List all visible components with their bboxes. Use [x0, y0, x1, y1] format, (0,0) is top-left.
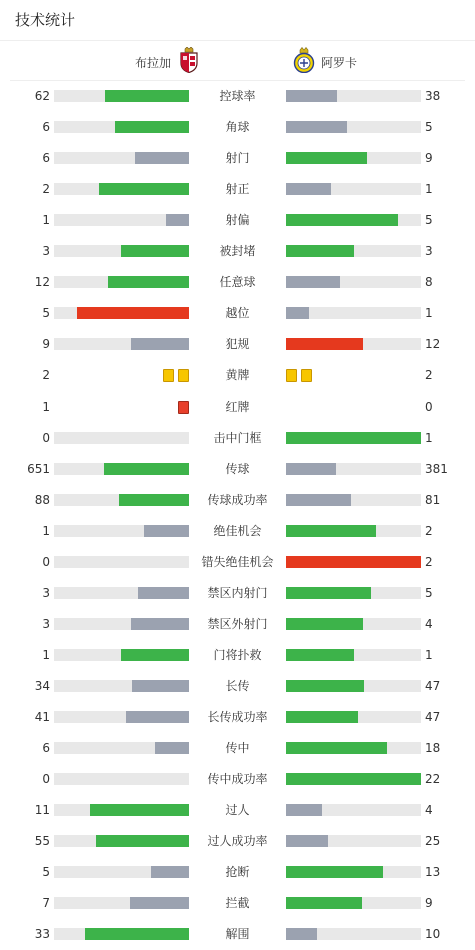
away-bar-fill — [286, 276, 340, 288]
home-value: 34 — [34, 679, 50, 693]
stat-row — [0, 857, 475, 888]
stat-label: 错失绝佳机会 — [201, 554, 274, 569]
away-value: 2 — [425, 554, 433, 569]
stat-label: 过人 — [225, 803, 250, 818]
yellow-card-icon — [163, 369, 174, 382]
home-bar-fill — [90, 804, 189, 816]
header-divider — [0, 40, 475, 41]
stat-label: 被封堵 — [219, 244, 256, 259]
stat-label: 射偏 — [225, 213, 250, 228]
home-bar-track — [54, 525, 189, 537]
team-away-name: 阿罗卡 — [321, 55, 358, 70]
home-bar-fill — [104, 463, 189, 475]
away-value: 38 — [425, 89, 441, 103]
stat-row — [0, 423, 475, 454]
stat-row — [0, 454, 475, 485]
away-value: 18 — [425, 741, 441, 756]
home-bar-track — [54, 556, 189, 568]
home-value: 6 — [42, 741, 50, 756]
home-value: 9 — [42, 337, 50, 352]
home-bar-track — [54, 773, 189, 785]
away-bar-track — [286, 556, 421, 568]
away-bar-track — [286, 897, 421, 909]
away-bar-fill — [286, 525, 376, 537]
home-bar-fill — [108, 276, 189, 288]
stat-label: 长传成功率 — [207, 710, 268, 724]
away-bar-fill — [286, 463, 336, 475]
home-bar-fill — [77, 307, 189, 319]
home-value: 0 — [42, 430, 50, 445]
home-bar-fill — [121, 245, 189, 257]
away-bar-track — [286, 307, 421, 319]
home-bar-track — [54, 680, 189, 692]
team-home[interactable] — [135, 46, 199, 78]
away-bar-fill — [286, 587, 371, 599]
away-bar-track — [286, 525, 421, 537]
home-bar-track — [54, 183, 189, 195]
home-bar-track — [54, 835, 189, 847]
home-bar-track — [54, 276, 189, 288]
home-value: 0 — [42, 554, 50, 569]
home-value: 33 — [34, 927, 50, 942]
home-value: 6 — [42, 120, 50, 134]
home-bar-fill — [96, 835, 189, 847]
away-bar-track — [286, 463, 421, 475]
stat-label: 解围 — [225, 927, 250, 942]
away-bar-fill — [286, 928, 317, 940]
home-value: 5 — [42, 865, 50, 880]
away-value: 9 — [425, 896, 433, 911]
home-value: 5 — [42, 306, 50, 321]
home-bar-fill — [144, 525, 189, 537]
stat-row — [0, 888, 475, 919]
home-bar-track — [54, 742, 189, 754]
stat-row — [0, 547, 475, 578]
home-value: 1 — [42, 399, 50, 414]
away-value: 1 — [425, 430, 433, 445]
home-bar-fill — [105, 90, 189, 102]
home-bar-track — [54, 214, 189, 226]
stat-row — [0, 298, 475, 329]
stat-row — [0, 485, 475, 516]
home-bar-track — [54, 307, 189, 319]
stat-label: 传球成功率 — [207, 492, 268, 507]
home-bar-track — [54, 152, 189, 164]
home-bar-fill — [115, 121, 189, 133]
home-bar-fill — [126, 711, 189, 723]
away-bar-track — [286, 276, 421, 288]
away-value: 2 — [425, 523, 433, 538]
home-bar-track — [54, 587, 189, 599]
away-bar-fill — [286, 338, 363, 350]
away-value: 12 — [425, 337, 441, 352]
home-bar-fill — [99, 183, 189, 195]
stat-row — [0, 826, 475, 857]
stat-row — [0, 112, 475, 143]
away-bar-fill — [286, 494, 351, 506]
away-value: 22 — [425, 772, 441, 787]
home-value: 1 — [42, 213, 50, 228]
away-value: 81 — [425, 492, 441, 507]
away-value: 8 — [425, 275, 433, 290]
home-bar-fill — [151, 866, 189, 878]
away-value: 5 — [425, 213, 433, 228]
home-bar-track — [54, 338, 189, 350]
home-bar-fill — [121, 649, 189, 661]
stat-row — [0, 640, 475, 671]
away-value: 3 — [425, 244, 433, 259]
home-bar-fill — [85, 928, 189, 940]
home-bar-track — [54, 121, 189, 133]
away-bar-fill — [286, 866, 383, 878]
team-home-name: 布拉加 — [135, 55, 172, 70]
stat-label: 禁区内射门 — [207, 585, 268, 600]
away-value: 4 — [425, 803, 433, 818]
home-bar-fill — [138, 587, 189, 599]
stat-label: 传球 — [225, 461, 250, 476]
home-value: 7 — [42, 896, 50, 911]
stat-row — [0, 205, 475, 236]
away-bar-track — [286, 742, 421, 754]
team-away[interactable] — [293, 46, 357, 78]
stat-row — [0, 795, 475, 826]
away-bar-track — [286, 618, 421, 630]
away-bar-fill — [286, 121, 347, 133]
away-value: 1 — [425, 647, 433, 662]
away-bar-fill — [286, 773, 421, 785]
home-bar-fill — [131, 338, 189, 350]
stat-label: 越位 — [225, 306, 250, 321]
stat-row — [0, 81, 475, 112]
home-value: 2 — [42, 368, 50, 383]
away-bar-track — [286, 587, 421, 599]
away-bar-track — [286, 711, 421, 723]
stat-row — [0, 360, 475, 391]
away-bar-track — [286, 680, 421, 692]
stat-label: 过人成功率 — [207, 834, 268, 849]
away-bar-fill — [286, 307, 309, 319]
stat-row — [0, 764, 475, 795]
home-bar-fill — [130, 897, 189, 909]
stat-label: 击中门框 — [213, 430, 262, 445]
away-bar-track — [286, 338, 421, 350]
away-bar-fill — [286, 804, 322, 816]
away-bar-track — [286, 773, 421, 785]
home-bar-fill — [119, 494, 189, 506]
away-bar-track — [286, 835, 421, 847]
stat-row — [0, 516, 475, 547]
stat-label: 犯规 — [225, 337, 250, 352]
red-card-icon — [178, 401, 189, 414]
home-value: 12 — [34, 275, 50, 290]
home-value: 88 — [34, 492, 50, 507]
away-bar-track — [286, 90, 421, 102]
home-value: 11 — [34, 803, 50, 818]
stat-label: 红牌 — [225, 399, 250, 414]
away-bar-fill — [286, 214, 398, 226]
stat-row — [0, 702, 475, 733]
away-value: 47 — [425, 679, 441, 693]
away-bar-fill — [286, 618, 363, 630]
home-bar-track — [54, 711, 189, 723]
away-bar-fill — [286, 711, 358, 723]
stat-row — [0, 733, 475, 764]
home-value: 0 — [42, 772, 50, 787]
stat-row — [0, 267, 475, 298]
stat-label: 门将扑救 — [213, 647, 262, 662]
away-bar-track — [286, 214, 421, 226]
page-title: 技术统计 — [15, 11, 76, 29]
home-bar-track — [54, 494, 189, 506]
home-value: 62 — [34, 89, 50, 103]
away-bar-fill — [286, 680, 364, 692]
stat-row — [0, 609, 475, 640]
stat-label: 拦截 — [225, 896, 250, 911]
away-bar-track — [286, 928, 421, 940]
yellow-card-icon — [178, 369, 189, 382]
stat-label: 控球率 — [219, 89, 256, 103]
away-bar-track — [286, 183, 421, 195]
away-bar-fill — [286, 649, 354, 661]
home-value: 3 — [42, 585, 50, 600]
away-value: 13 — [425, 865, 441, 880]
stat-label: 长传 — [225, 679, 250, 693]
home-bar-track — [54, 432, 189, 444]
away-value: 47 — [425, 710, 441, 724]
away-value: 1 — [425, 306, 433, 321]
away-bar-fill — [286, 152, 367, 164]
home-value: 1 — [42, 523, 50, 538]
away-value: 25 — [425, 834, 441, 849]
away-value: 4 — [425, 616, 433, 631]
stat-label: 绝佳机会 — [213, 523, 262, 538]
home-bar-track — [54, 897, 189, 909]
stat-label: 禁区外射门 — [207, 616, 268, 631]
away-value: 1 — [425, 182, 433, 197]
stat-label: 射门 — [225, 151, 250, 166]
yellow-card-icon — [301, 369, 312, 382]
away-bar-fill — [286, 245, 354, 257]
home-bar-track — [54, 866, 189, 878]
away-bar-track — [286, 804, 421, 816]
stat-row — [0, 329, 475, 360]
away-bar-fill — [286, 556, 421, 568]
home-value: 3 — [42, 616, 50, 631]
away-bar-fill — [286, 183, 331, 195]
home-bar-track — [54, 245, 189, 257]
home-bar-track — [54, 618, 189, 630]
home-value: 41 — [34, 710, 50, 724]
away-value: 9 — [425, 151, 433, 166]
home-value: 1 — [42, 647, 50, 662]
away-bar-track — [286, 866, 421, 878]
stat-row — [0, 392, 475, 423]
stat-row — [0, 143, 475, 174]
home-bar-track — [54, 463, 189, 475]
home-value: 651 — [27, 461, 50, 476]
stat-label: 任意球 — [219, 275, 256, 290]
stat-label: 抢断 — [225, 865, 250, 880]
arouca-crest-icon — [293, 47, 315, 77]
away-bar-fill — [286, 835, 328, 847]
home-bar-fill — [132, 680, 189, 692]
away-bar-fill — [286, 90, 337, 102]
away-bar-fill — [286, 897, 362, 909]
away-bar-track — [286, 121, 421, 133]
home-bar-fill — [166, 214, 189, 226]
away-value: 5 — [425, 120, 433, 134]
home-bar-track — [54, 649, 189, 661]
stat-row — [0, 919, 475, 950]
home-bar-track — [54, 90, 189, 102]
stat-label: 传中成功率 — [207, 772, 268, 787]
away-value: 0 — [425, 399, 433, 414]
away-value: 2 — [425, 368, 433, 383]
away-value: 381 — [425, 461, 448, 476]
home-value: 2 — [42, 182, 50, 197]
home-bar-fill — [135, 152, 189, 164]
stat-row — [0, 236, 475, 267]
home-bar-fill — [131, 618, 189, 630]
home-value: 55 — [34, 834, 50, 849]
braga-crest-icon — [179, 47, 199, 77]
away-value: 10 — [425, 927, 441, 942]
away-bar-track — [286, 152, 421, 164]
stat-label: 角球 — [225, 120, 250, 134]
away-bar-fill — [286, 432, 421, 444]
stat-row — [0, 578, 475, 609]
home-bar-fill — [155, 742, 189, 754]
stat-label: 传中 — [225, 741, 250, 756]
home-bar-track — [54, 928, 189, 940]
stat-label: 射正 — [225, 182, 250, 197]
away-bar-fill — [286, 742, 387, 754]
teams-header — [10, 43, 465, 81]
away-bar-track — [286, 245, 421, 257]
home-value: 6 — [42, 151, 50, 166]
home-bar-track — [54, 804, 189, 816]
away-value: 5 — [425, 585, 433, 600]
yellow-card-icon — [286, 369, 297, 382]
stat-row — [0, 174, 475, 205]
away-bar-track — [286, 494, 421, 506]
away-bar-track — [286, 432, 421, 444]
stat-label: 黄牌 — [225, 368, 250, 383]
away-bar-track — [286, 649, 421, 661]
stat-row — [0, 671, 475, 702]
home-value: 3 — [42, 244, 50, 259]
